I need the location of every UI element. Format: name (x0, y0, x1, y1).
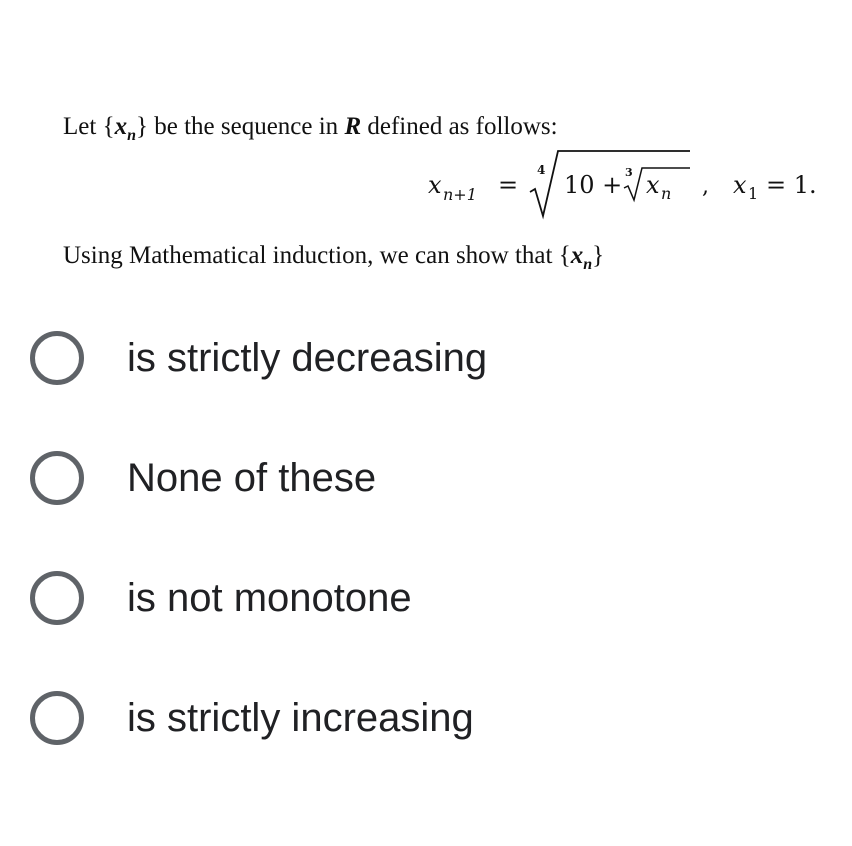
equals-sign: = (498, 171, 519, 199)
outer-root-index: 4 (537, 163, 546, 177)
inner-sub: n (661, 184, 672, 203)
line1-prefix: Let (63, 113, 103, 140)
option-none-of-these[interactable] (30, 446, 810, 510)
inner-root-index: 3 (625, 166, 633, 179)
option-label: is strictly decreasing (127, 335, 488, 380)
seq-var: x (114, 113, 128, 140)
option-strictly-decreasing[interactable] (30, 326, 810, 390)
set-symbol: R (344, 113, 362, 140)
radio-button[interactable] (30, 331, 84, 385)
brace-open: { (102, 113, 115, 140)
seq-var-2: x (570, 242, 584, 269)
question-line-3 (63, 239, 604, 282)
lhs-sub: n+1 (443, 185, 477, 204)
brace-close-2: } (592, 242, 605, 269)
radio-button[interactable] (30, 571, 84, 625)
radio-button[interactable] (30, 451, 84, 505)
formula-comma: , (702, 174, 709, 199)
inner-number: 10 + (564, 171, 623, 199)
seq-sub: n (127, 127, 136, 144)
line3-text: Using Mathematical induction, we can show that (63, 242, 559, 269)
option-label: is strictly increasing (127, 695, 474, 740)
radio-button[interactable] (30, 691, 84, 745)
option-not-monotone[interactable] (30, 566, 810, 630)
line1-suffix: defined as follows: (361, 113, 558, 140)
seq-sub-2: n (583, 256, 593, 273)
option-label: None of these (127, 455, 377, 500)
sequence-notation (102, 113, 148, 144)
brace-close: } (135, 113, 148, 140)
inner-var: x (646, 171, 660, 199)
lhs-var: x (428, 171, 442, 199)
option-strictly-increasing[interactable] (30, 686, 810, 750)
option-label: is not monotone (127, 575, 412, 620)
init-rest: = 1. (766, 171, 817, 199)
recurrence-formula (380, 140, 840, 220)
line1-middle: be the sequence in (147, 113, 345, 140)
sequence-notation-2 (558, 242, 605, 273)
brace-open-2: { (558, 242, 571, 269)
init-var: x (733, 171, 747, 199)
init-sub: 1 (748, 184, 759, 203)
